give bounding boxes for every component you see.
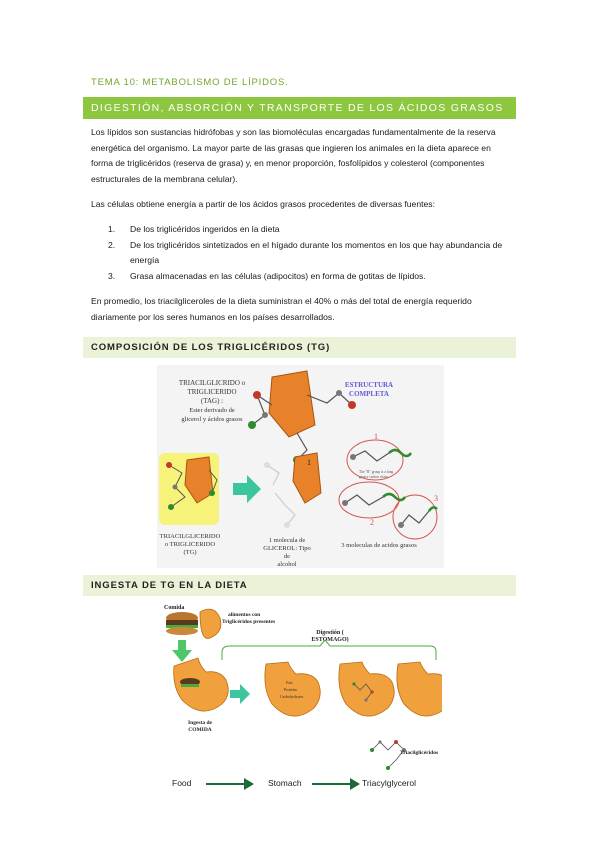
tag-label-line: TRIACILGLICRIDO o	[178, 379, 246, 387]
fatty-acid-number: 3	[434, 494, 438, 503]
ingesta-label: Ingesta de	[188, 720, 212, 726]
tema-heading: TEMA 10: METABOLISMO DE LÍPIDOS.	[91, 77, 289, 88]
digestion-label: ESTOMAGO)	[311, 637, 349, 643]
section-title-band: DIGESTIÓN, ABSORCIÓN Y TRANSPORTE DE LOS ÁCIDOS GRASOS	[83, 97, 516, 119]
tg-intake-figure	[160, 600, 442, 795]
intro-paragraph: Los lípidos son sustancias hidrófobas y son las biomoléculas encargadas fundamentalmente de la reserva energética del organismo. La mayor parte de las grasas que ingieren los animales en la dieta aparece en forma de triglicéridos (reserva de grasa) y, en menor proporción, fosfolípidos y colesterol (componentes estructurales de la membrana celular).	[91, 127, 496, 184]
fatty-acid-number: 2	[370, 518, 374, 527]
list-item: 2. De los triglicéridos sintetizados en el hígado durante los momentos en los que hay abundancia de energía	[108, 239, 503, 266]
tg-label-line: o TRIGLICERIDO	[164, 541, 216, 548]
intake-section-title: INGESTA DE TG EN LA DIETA	[83, 575, 516, 596]
sources-intro-paragraph: Las células obtiene energía a partir de los ácidos grasos procedentes de diversas fuentes:	[91, 199, 435, 209]
tag-label-line: TRIGLICERIDO	[187, 388, 237, 396]
glycerol-label-line: 1 molecula de	[268, 537, 306, 544]
glycerol-number: 1	[307, 458, 311, 467]
r-group-note: The "R" group is a long	[359, 470, 394, 474]
burger-icon	[166, 612, 198, 635]
structure-label: ESTRUCTURA	[344, 381, 394, 389]
tg-label-line: (TG)	[183, 549, 197, 556]
foods-label: alimentos con	[228, 612, 261, 618]
fats-label: Fats	[286, 680, 293, 685]
glycerol-label-line: de	[283, 553, 291, 560]
average-paragraph: En promedio, los triacilgliceroles de la dieta suministran el 40% o más del total de energía requerido diariamente por los seres humanos en los países desarrollados.	[91, 296, 472, 322]
composition-section-title: COMPOSICIÓN DE LOS TRIGLICÉRIDOS (TG)	[83, 337, 516, 358]
digestion-label: Digestión (	[316, 630, 344, 636]
comida-label: Comida	[164, 605, 185, 611]
structure-label: COMPLETA	[349, 390, 389, 398]
fatty-acids-label: 3 moleculas de acidos grasos	[341, 542, 417, 549]
fatty-acid-number: 1	[374, 432, 378, 441]
list-item: 3. Grasa almacenadas en las células (adipocitos) en forma de gotitas de lípidos.	[108, 270, 426, 281]
list-item: 1. De los triglicéridos ingeridos en la dieta	[108, 224, 280, 234]
foods-label: Triglicéridos presentes	[222, 619, 276, 625]
triacylglycerides-label: Triacilglicéridos	[400, 750, 439, 756]
tg-label-line: TRIACILGLICERIDO	[159, 533, 221, 540]
glycerol-label-line: GLICEROL: Tipo	[263, 545, 311, 552]
triglyceride-composition-figure	[157, 365, 444, 568]
ingesta-label: COMIDA	[188, 727, 212, 733]
triacylglycerol-label: Triacylglycerol	[362, 778, 417, 788]
tag-label-line: (TAG) :	[200, 397, 224, 405]
r-group-note: greasy carbon chain	[359, 475, 388, 479]
stomach-label: Stomach	[268, 778, 302, 788]
glycerol-label-line: alcohol	[277, 561, 297, 568]
food-label: Food	[172, 778, 192, 788]
tag-label-line: Ester derivado de	[189, 407, 235, 414]
energy-sources-list	[108, 222, 508, 284]
tag-label-line: glicerol y ácidos grasos	[181, 416, 243, 423]
proteins-label: Proteins	[284, 687, 298, 692]
carbohydrates-label: Carbohydrates	[280, 694, 304, 699]
